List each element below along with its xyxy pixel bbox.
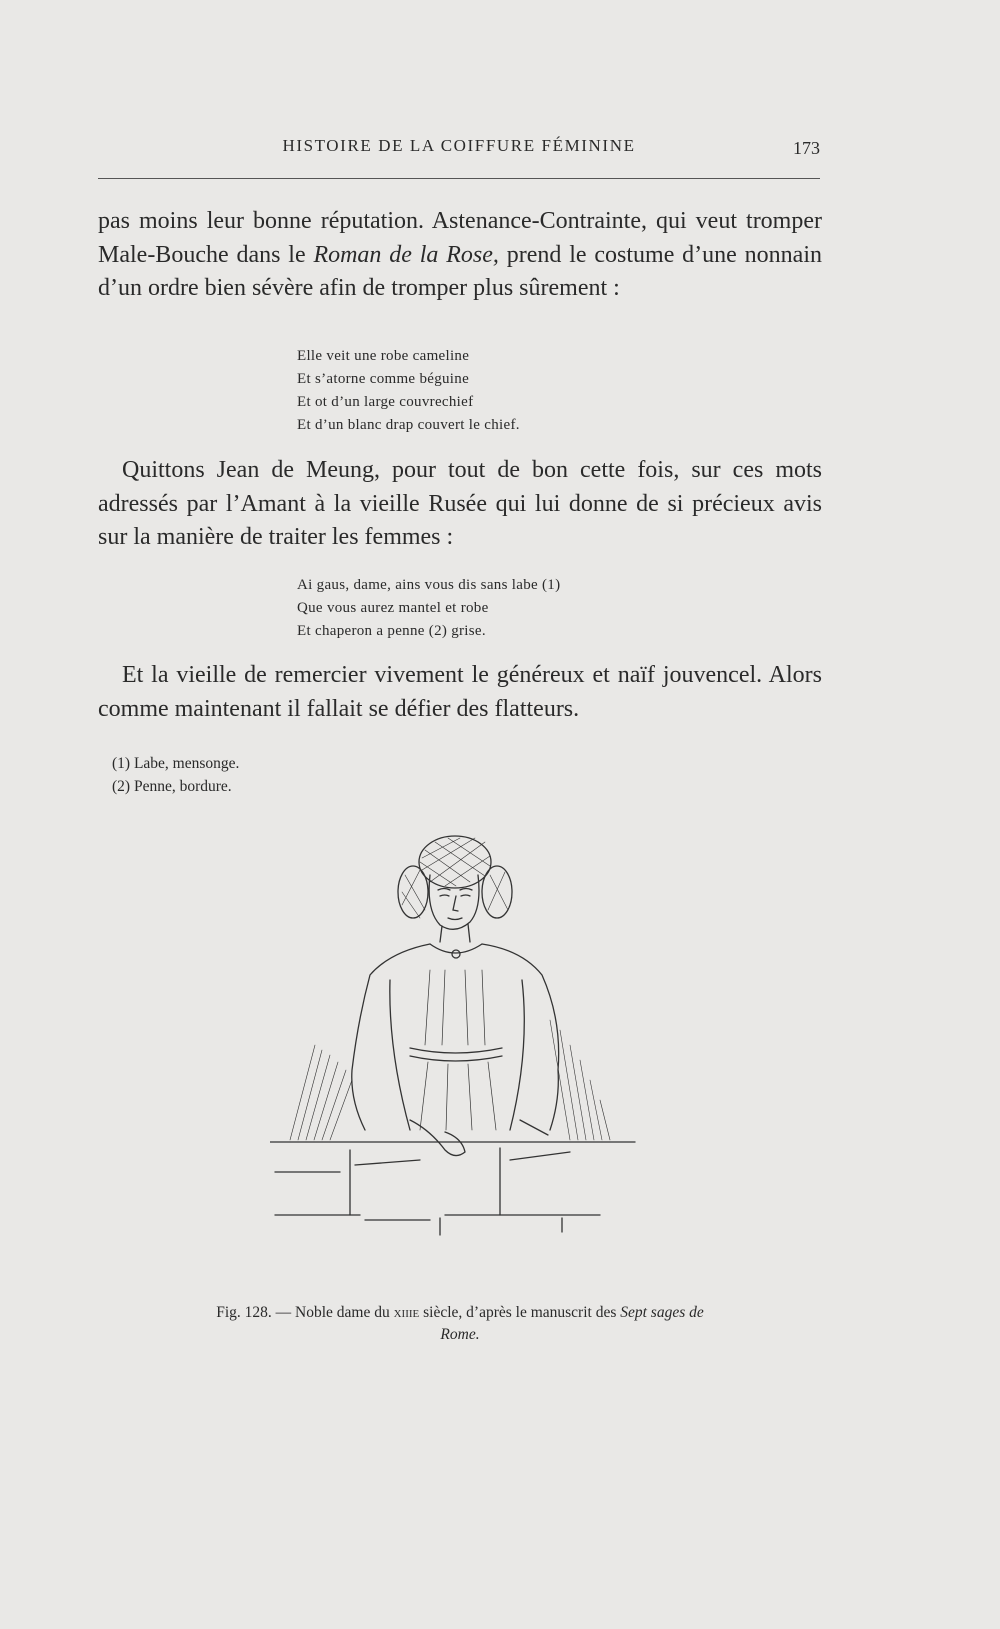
paragraph-2: Quittons Jean de Meung, pour tout de bon cette fois, sur ces mots adressés par l’Amant à la vieille Rusée qui lui donne de si précieux avis sur la manière de traiter les femmes : [98,457,822,550]
wall-line [510,1152,570,1160]
illustration-noble-lady [270,830,670,1300]
header-rule [98,178,820,179]
verse-1 [297,345,520,437]
gown-folds [420,970,496,1130]
caption-century: xiiie [393,1304,420,1321]
caption-italic: Sept sages de Rome. [440,1304,704,1343]
verse-2-line: Que vous aurez mantel et robe [297,600,489,616]
hands [410,1120,465,1156]
belt [410,1048,502,1061]
neck [440,924,470,942]
eyes [440,895,470,896]
right-forearm [520,1120,548,1135]
caption-prefix: Fig. 128. — Noble dame du [216,1304,394,1321]
verse-1-line: Et d’un blanc drap couvert le chief. [297,417,520,433]
eyebrows [438,889,472,891]
left-shoulder-sleeve [352,944,430,1130]
page-header [98,132,820,162]
mouth [448,918,462,920]
paragraph-3: Et la vieille de remercier vivement le généreux et naïf jouvencel. Alors comme maintenant il fallait se défier des flatteurs. [98,662,822,722]
verse-1-line: Elle veit une robe cameline [297,348,470,364]
verse-2 [297,574,560,643]
verse-2-line: Et chaperon a penne (2) grise. [297,623,486,639]
right-bun [482,866,512,918]
footnote: (1) Labe, mensonge. [112,755,240,772]
nose [453,896,458,911]
right-shoulder-sleeve [482,944,559,1130]
verse-2-line: Ai gaus, dame, ains vous dis sans labe (1) [297,577,561,593]
verse-1-line: Et ot d’un large couvrechief [297,394,474,410]
paragraph-1-text-a: pas moins leur bonne réputation. Astenance-Contrainte, qui veut tromper Male-Bouche dans le [98,208,822,268]
verse-1-line: Et s’atorne comme béguine [297,371,470,387]
wall-line [355,1160,420,1165]
caption-middle: siècle, d’après le manuscrit des [419,1304,621,1321]
footnote: (2) Penne, bordure. [112,778,232,795]
net-hatching [402,838,508,918]
running-title: HISTOIRE DE LA COIFFURE FÉMININE [282,136,636,155]
brooch [452,950,460,958]
page-number: 173 [793,138,820,158]
gown-body [390,980,524,1130]
footnotes [112,752,239,798]
paragraph-1-italic: Roman de la Rose, [313,241,499,268]
neckline [430,944,482,953]
paragraph-1 [98,205,822,306]
left-bun [398,866,428,918]
paragraph-1-text-b: prend le costume d’une nonnain d’un ordre bien sévère afin de tromper plus sûrement : [98,241,822,301]
figure-caption [200,1302,720,1346]
background-hatching [290,1020,610,1140]
